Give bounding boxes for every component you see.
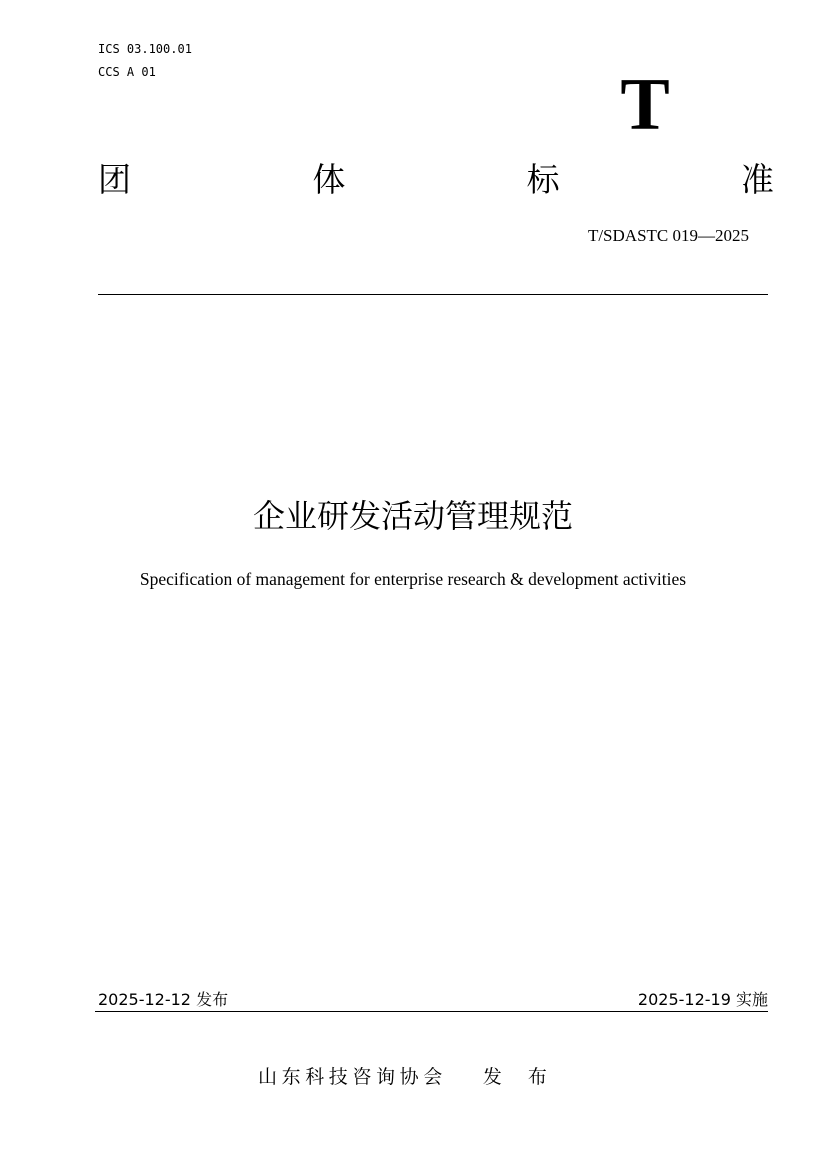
standard-type-char-2: 体 <box>312 160 346 199</box>
publisher-name: 山东科技咨询协会 <box>258 1066 447 1088</box>
document-title-chinese: 企业研发活动管理规范 <box>252 497 573 535</box>
footer-divider <box>95 1011 768 1012</box>
document-title-english: Specification of management for enterprise research & development activities <box>139 569 687 589</box>
publisher-line <box>258 1064 557 1090</box>
standard-type-char-4: 准 <box>740 160 774 199</box>
standard-logo-letter: T <box>620 64 670 146</box>
ics-code: ICS 03.100.01 <box>98 42 192 56</box>
header-divider <box>98 294 768 295</box>
issue-date: 2025-12-12 发布 <box>98 990 229 1009</box>
implementation-date: 2025-12-19 实施 <box>637 990 768 1009</box>
standard-type-char-3: 标 <box>526 160 560 199</box>
standard-type-heading <box>98 160 774 200</box>
ccs-code: CCS A 01 <box>98 65 156 79</box>
standard-type-char-1: 团 <box>98 160 131 199</box>
standard-number: T/SDASTC 019—2025 <box>587 226 749 245</box>
publish-label: 发 布 <box>482 1066 557 1088</box>
